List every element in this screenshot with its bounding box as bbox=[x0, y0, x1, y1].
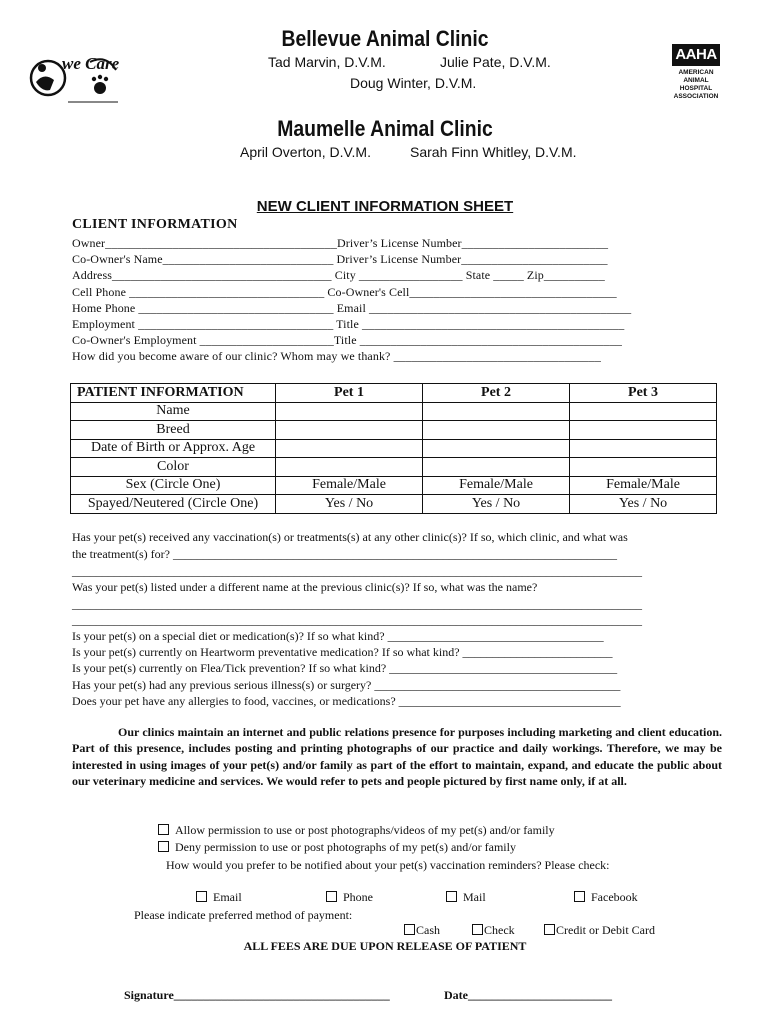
row-label: Name bbox=[71, 402, 276, 421]
table-cell[interactable]: Yes / No bbox=[423, 495, 570, 514]
question-previous-name: Was your pet(s) listed under a different name at the previous clinic(s)? If so, what was the name? bbox=[72, 580, 538, 594]
row-label: Sex (Circle One) bbox=[71, 476, 276, 495]
date-row[interactable] bbox=[438, 973, 612, 1003]
table-row bbox=[71, 458, 717, 477]
payment-card[interactable] bbox=[538, 908, 655, 938]
reminder-phone-label: Phone bbox=[343, 890, 373, 904]
aaha-line-1: AMERICAN bbox=[678, 69, 714, 76]
checkbox-icon[interactable] bbox=[196, 891, 207, 902]
permission-deny-label: Deny permission to use or post photographs of my pet(s) and/or family bbox=[175, 840, 516, 854]
payment-check[interactable] bbox=[466, 908, 515, 938]
table-header-pet2: Pet 2 bbox=[423, 384, 570, 403]
payment-cash-label: Cash bbox=[416, 923, 440, 937]
clinic1-title: Bellevue Animal Clinic bbox=[281, 26, 489, 51]
payment-prompt: Please indicate preferred method of payment: bbox=[134, 908, 353, 922]
checkbox-icon[interactable] bbox=[544, 924, 555, 935]
answer-line[interactable]: _______________________________________________________________________________________________ bbox=[72, 597, 642, 611]
field-employment[interactable]: Employment ________________________________ Title ___________________________________________ bbox=[72, 317, 625, 331]
aaha-logo bbox=[672, 44, 720, 116]
clinic2-title: Maumelle Animal Clinic bbox=[277, 116, 493, 141]
client-section-title: CLIENT INFORMATION bbox=[72, 217, 238, 232]
field-referral[interactable]: How did you become aware of our clinic? Whom may we thank? __________________________________ bbox=[72, 349, 601, 363]
signature-label: Signature bbox=[124, 988, 174, 1002]
clinic2-doctor-1: April Overton, D.V.M. bbox=[240, 144, 371, 160]
checkbox-icon[interactable] bbox=[158, 841, 169, 852]
date-line[interactable]: ________________________ bbox=[468, 988, 612, 1002]
checkbox-icon[interactable] bbox=[326, 891, 337, 902]
table-row bbox=[71, 402, 717, 421]
sheet-title: NEW CLIENT INFORMATION SHEET bbox=[256, 198, 514, 215]
answer-line[interactable]: _______________________________________________________________________________________________ bbox=[72, 564, 642, 578]
field-home-phone[interactable]: Home Phone ________________________________ Email ___________________________________________ bbox=[72, 301, 632, 315]
answer-line[interactable]: the treatment(s) for? __________________________________________________________________________ bbox=[72, 547, 617, 561]
table-cell[interactable] bbox=[423, 458, 570, 477]
checkbox-icon[interactable] bbox=[574, 891, 585, 902]
checkbox-icon[interactable] bbox=[472, 924, 483, 935]
table-cell[interactable]: Yes / No bbox=[276, 495, 423, 514]
table-row bbox=[71, 476, 717, 495]
reminder-facebook-label: Facebook bbox=[591, 890, 638, 904]
we-care-logo bbox=[28, 52, 120, 104]
question-allergies[interactable]: Does your pet have any allergies to food, vaccines, or medications? _____________________________________ bbox=[72, 694, 621, 708]
table-header-patient: PATIENT INFORMATION bbox=[71, 384, 276, 403]
table-header-pet1: Pet 1 bbox=[276, 384, 423, 403]
row-label: Breed bbox=[71, 421, 276, 440]
reminder-prompt: How would you prefer to be notified about your pet(s) vaccination reminders? Please check: bbox=[166, 858, 610, 872]
table-cell[interactable]: Female/Male bbox=[423, 476, 570, 495]
reminder-facebook[interactable] bbox=[568, 875, 638, 905]
question-special-diet[interactable]: Is your pet(s) on a special diet or medication(s)? If so what kind? ____________________________________ bbox=[72, 629, 604, 643]
checkbox-icon[interactable] bbox=[404, 924, 415, 935]
table-row bbox=[71, 439, 717, 458]
question-vaccinations: Has your pet(s) received any vaccination(s) or treatments(s) at any other clinic(s)? If so, which clinic, and what was bbox=[72, 530, 628, 544]
table-cell[interactable] bbox=[570, 402, 717, 421]
reminder-mail[interactable] bbox=[440, 875, 486, 905]
row-label: Date of Birth or Approx. Age bbox=[71, 439, 276, 458]
table-cell[interactable] bbox=[276, 402, 423, 421]
table-cell[interactable]: Female/Male bbox=[570, 476, 717, 495]
field-owner[interactable]: Owner______________________________________Driver’s License Number________________________ bbox=[72, 236, 609, 250]
table-row bbox=[71, 421, 717, 440]
reminder-email[interactable] bbox=[190, 875, 242, 905]
payment-cash[interactable] bbox=[398, 908, 440, 938]
table-cell[interactable] bbox=[423, 402, 570, 421]
row-label: Spayed/Neutered (Circle One) bbox=[71, 495, 276, 514]
signature-row[interactable] bbox=[118, 973, 390, 1003]
logo-text: we Care bbox=[62, 54, 120, 73]
clinic2-doctor-2: Sarah Finn Whitley, D.V.M. bbox=[410, 144, 577, 160]
table-header-row bbox=[71, 384, 717, 403]
table-header-pet3: Pet 3 bbox=[570, 384, 717, 403]
table-cell[interactable] bbox=[276, 439, 423, 458]
payment-check-label: Check bbox=[484, 923, 515, 937]
table-cell[interactable] bbox=[276, 421, 423, 440]
clinic1-doctor-2: Julie Pate, D.V.M. bbox=[440, 54, 551, 70]
field-co-owner[interactable]: Co-Owner's Name____________________________ Driver’s License Number________________________ bbox=[72, 252, 608, 266]
permission-deny[interactable] bbox=[152, 825, 516, 855]
table-cell[interactable] bbox=[423, 439, 570, 458]
field-address[interactable]: Address____________________________________ City _________________ State _____ Zip__________ bbox=[72, 268, 605, 282]
aaha-line-2: ANIMAL bbox=[683, 77, 709, 84]
table-row bbox=[71, 495, 717, 514]
patient-table bbox=[70, 383, 717, 514]
reminder-email-label: Email bbox=[213, 890, 242, 904]
payment-card-label: Credit or Debit Card bbox=[556, 923, 655, 937]
answer-line[interactable]: _______________________________________________________________________________________________ bbox=[72, 613, 642, 627]
table-cell[interactable] bbox=[570, 458, 717, 477]
table-cell[interactable] bbox=[570, 421, 717, 440]
field-co-owner-employment[interactable]: Co-Owner's Employment ______________________Title ___________________________________________ bbox=[72, 333, 623, 347]
date-label: Date bbox=[444, 988, 468, 1002]
row-label: Color bbox=[71, 458, 276, 477]
permission-allow-label: Allow permission to use or post photographs/videos of my pet(s) and/or family bbox=[175, 823, 555, 837]
question-flea-tick[interactable]: Is your pet(s) currently on Flea/Tick prevention? If so what kind? ______________________________________ bbox=[72, 661, 618, 675]
fees-notice: ALL FEES ARE DUE UPON RELEASE OF PATIENT bbox=[243, 939, 527, 953]
clinic1-doctor-3: Doug Winter, D.V.M. bbox=[350, 75, 477, 91]
aaha-mark: AAHA bbox=[672, 44, 720, 66]
marketing-paragraph: Our clinics maintain an internet and public relations presence for purposes including marketing and client education. Part of this presence, includes posting and printing photographs of our practice and daily workings. Therefore, we may be interested in using images of your pet(s) and/or family as part of the effort to maintain, expand, and educate the public about our veterinary medicine and services. We would refer to pets and people pictured by first name only, if at all. bbox=[72, 725, 722, 788]
question-heartworm[interactable]: Is your pet(s) currently on Heartworm preventative medication? If so what kind? _________________________ bbox=[72, 645, 613, 659]
clinic1-doctor-1: Tad Marvin, D.V.M. bbox=[268, 54, 386, 70]
aaha-line-3: HOSPITAL bbox=[679, 85, 713, 92]
table-cell[interactable]: Female/Male bbox=[276, 476, 423, 495]
field-cell-phone[interactable]: Cell Phone ________________________________ Co-Owner's Cell__________________________________ bbox=[72, 285, 617, 299]
reminder-mail-label: Mail bbox=[463, 890, 486, 904]
signature-line[interactable]: ____________________________________ bbox=[173, 988, 390, 1002]
reminder-phone[interactable] bbox=[320, 875, 373, 905]
table-cell[interactable] bbox=[423, 421, 570, 440]
table-cell[interactable] bbox=[570, 439, 717, 458]
question-illness[interactable]: Has your pet(s) had any previous serious illness(s) or surgery? _________________________________________ bbox=[72, 678, 621, 692]
aaha-line-4: ASSOCIATION bbox=[673, 93, 719, 100]
checkbox-icon[interactable] bbox=[446, 891, 457, 902]
table-cell[interactable] bbox=[276, 458, 423, 477]
table-cell[interactable]: Yes / No bbox=[570, 495, 717, 514]
